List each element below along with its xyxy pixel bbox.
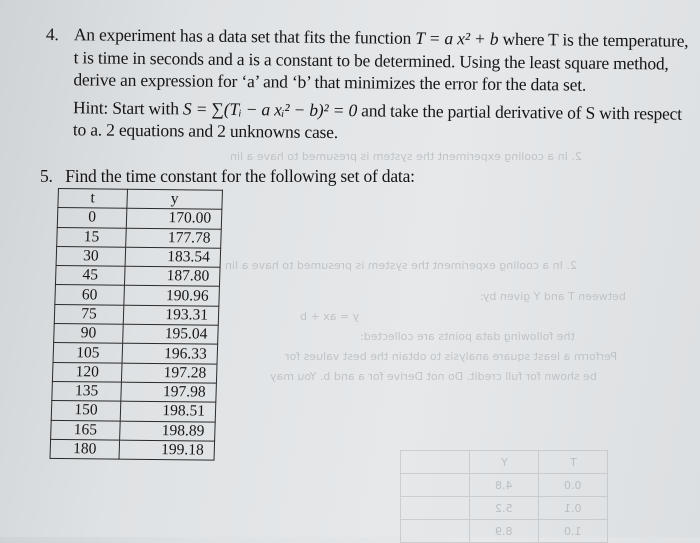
question-4 bbox=[45, 23, 696, 147]
hint: Hint: Start with S = ∑(Tᵢ − a xᵢ² − b)² = 0 and take the partial derivative of S with respect to a. 2 equations and 2 unknowns case. bbox=[72, 96, 682, 143]
table-row: 105 196.33 bbox=[53, 343, 218, 364]
table-row: 75 193.31 bbox=[54, 304, 219, 325]
table-row: 120 197.28 bbox=[52, 362, 217, 383]
question-number: 5. bbox=[40, 166, 53, 186]
bleed-through-text: y = ax + b bbox=[300, 310, 360, 323]
bleed-through-text: Perform a least square analysis to obtain the best values for bbox=[285, 350, 618, 363]
table-row: 135 197.98 bbox=[52, 381, 217, 402]
bleed-through-text: the following data points are collected: bbox=[360, 330, 575, 343]
table-header-row bbox=[58, 189, 223, 210]
question-text: An experiment has a data set that fits the function bbox=[73, 24, 416, 48]
table-row: 0 170.00 bbox=[57, 208, 222, 229]
table-row: 180 199.18 bbox=[50, 439, 215, 460]
table-row: 15 177.78 bbox=[57, 227, 222, 248]
column-header-t: t bbox=[58, 189, 128, 209]
bleed-through-table: Y T 4.8 0.0 5.2 0.1 8.9 1.0 bbox=[400, 450, 608, 543]
data-table bbox=[49, 188, 223, 461]
table-row: 165 198.89 bbox=[51, 420, 216, 441]
table-row: 30 183.54 bbox=[56, 246, 221, 267]
bleed-through-text: be shown for full credit. Do not Derive for a and b. You may bbox=[270, 370, 597, 383]
table-row: 90 195.04 bbox=[54, 324, 219, 345]
bleed-through-text: 2. In a cooling experiment the system is presumed to have a lin bbox=[225, 259, 577, 272]
question-number: 4. bbox=[45, 23, 59, 45]
formula: T = a x² + b bbox=[415, 27, 499, 49]
bleed-through-text: 2. In a cooling experiment the system is presumed to have a lin bbox=[230, 150, 582, 163]
table-row: 60 190.96 bbox=[55, 285, 220, 306]
table-row: 45 187.80 bbox=[55, 266, 220, 287]
bleed-through-text: between T and Y given by: bbox=[480, 290, 626, 303]
table-row: 150 198.51 bbox=[51, 401, 216, 422]
question-text: Find the time constant for the following set of data: bbox=[65, 166, 415, 186]
question-5 bbox=[40, 165, 415, 188]
question-text: where T is the temperature, t is time in seconds and a is a constant to be determined. Using the least square method, derive an expression for ‘a’ and ‘b’ that minimizes the error for the data set. bbox=[73, 28, 689, 95]
hint-formula: S = ∑(Tᵢ − a xᵢ² − b)² = 0 bbox=[182, 97, 358, 120]
column-header-y: y bbox=[127, 189, 223, 209]
